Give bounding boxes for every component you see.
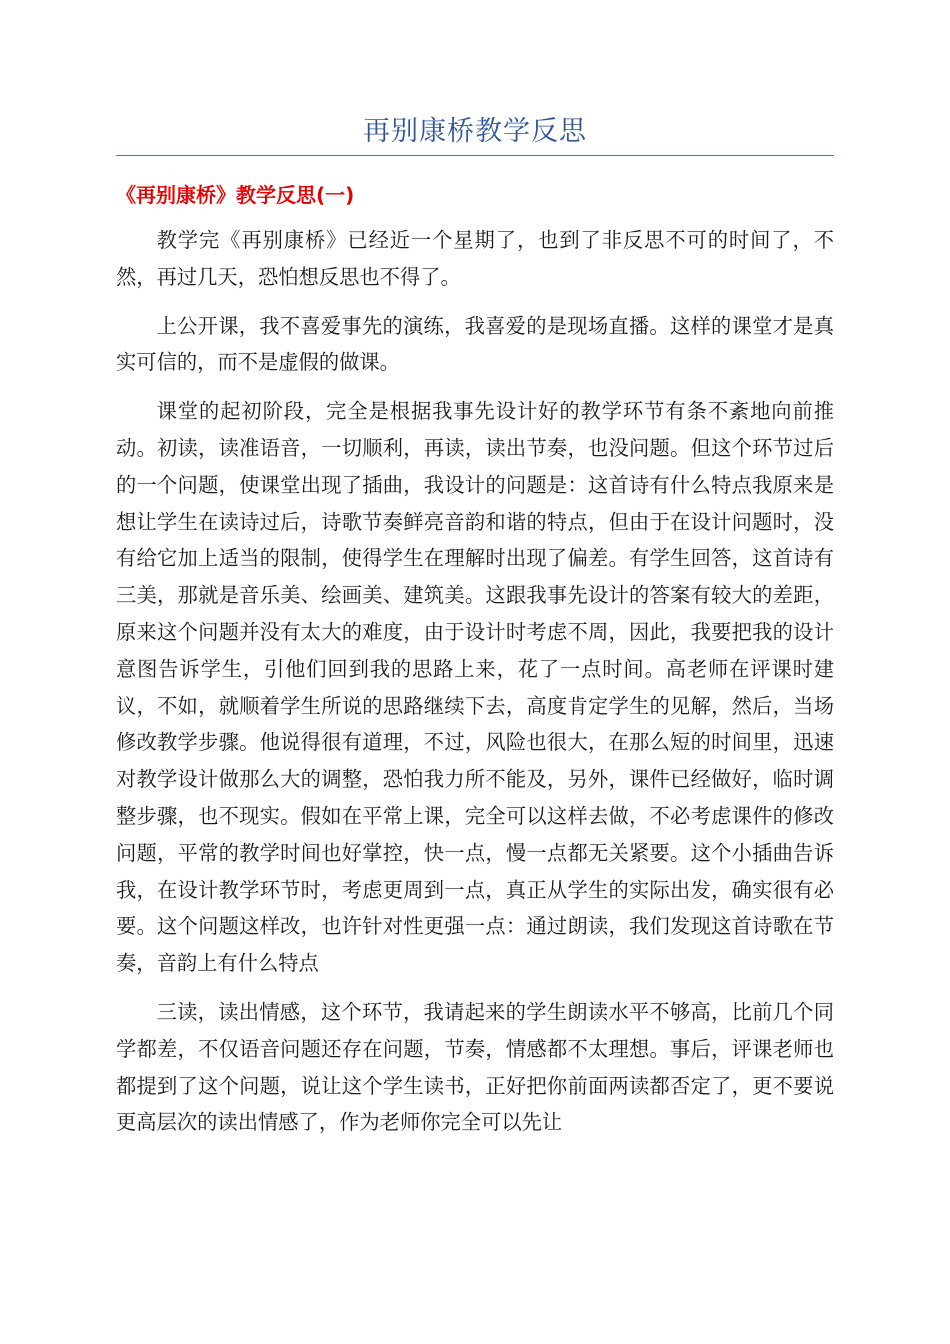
document-title: 再别康桥教学反思	[363, 116, 587, 147]
body-text	[116, 222, 834, 1153]
paragraph-4: 三读，读出情感，这个环节，我请起来的学生朗读水平不够高，比前几个同学都差，不仅语音问题还存在问题，节奏，情感都不太理想。事后，评课老师也都提到了这个问题，说让这个学生读书，正好把你前面两读都否定了，更不要说更高层次的读出情感了，作为老师你完全可以先让	[116, 999, 834, 1135]
paragraph-3: 课堂的起初阶段，完全是根据我事先设计好的教学环节有条不紊地向前推动。初读，读准语音，一切顺利，再读，读出节奏，也没问题。但这个环节过后的一个问题，使课堂出现了插曲，我设计的问题是：这首诗有什么特点我原来是想让学生在读诗过后，诗歌节奏鲜亮音韵和谐的特点，但由于在设计问题时，没有给它加上适当的限制，使得学生在理解时出现了偏差。有学生回答，这首诗有三美，那就是音乐美、绘画美、建筑美。这跟我事先设计的答案有较大的差距，原来这个问题并没有太大的难度，由于设计时考虑不周，因此，我要把我的设计意图告诉学生，引他们回到我的思路上来，花了一点时间。高老师在评课时建议，不如，就顺着学生所说的思路继续下去，高度肯定学生的见解，然后，当场修改教学步骤。他说得很有道理，不过，风险也很大，在那么短的时间里，迅速对教学设计做那么大的调整，恐怕我力所不能及，另外，课件已经做好，临时调整步骤，也不现实。假如在平常上课，完全可以这样去做，不必考虑课件的修改问题，平常的教学时间也好掌控，快一点，慢一点都无关紧要。这个小插曲告诉我，在设计教学环节时，考虑更周到一点，真正从学生的实际出发，确实很有必要。这个问题这样改，也许针对性更强一点：通过朗读，我们发现这首诗歌在节奏，音韵上有什么特点	[116, 399, 834, 976]
section-heading: 《再别康桥》教学反思(一)	[116, 183, 355, 207]
paragraph-1: 教学完《再别康桥》已经近一个星期了，也到了非反思不可的时间了，不然，再过几天，恐怕想反思也不得了。	[116, 228, 834, 289]
title-underline	[116, 155, 834, 156]
paragraph-2: 上公开课，我不喜爱事先的演练，我喜爱的是现场直播。这样的课堂才是真实可信的，而不是虚假的做课。	[116, 313, 834, 375]
